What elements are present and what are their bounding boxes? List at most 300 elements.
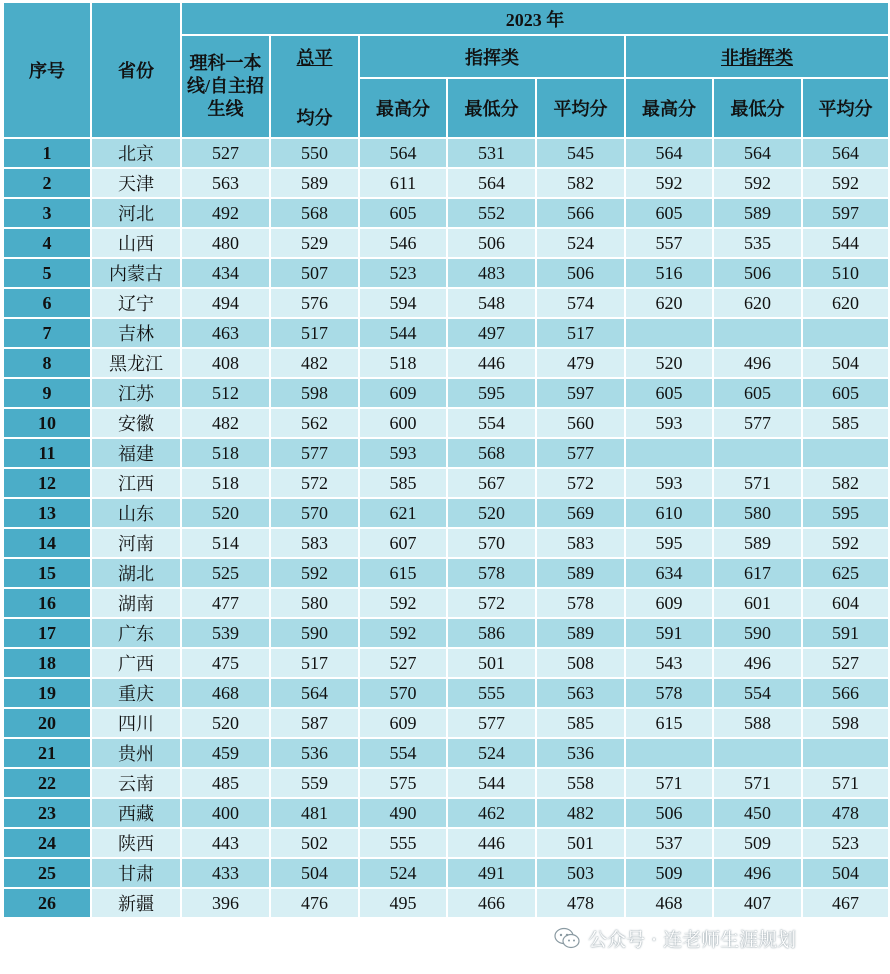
cell-province: 内蒙古: [91, 258, 181, 288]
cell-line: 468: [181, 678, 270, 708]
wechat-icon: [554, 927, 580, 949]
cell-cmd-avg: 479: [536, 348, 625, 378]
cell-cmd-min: 462: [447, 798, 536, 828]
cell-cmd-min: 544: [447, 768, 536, 798]
cell-total-avg: 559: [270, 768, 359, 798]
cell-province: 山东: [91, 498, 181, 528]
cell-index: 3: [3, 198, 91, 228]
cell-non-max: 593: [625, 408, 713, 438]
cell-non-avg: 544: [802, 228, 889, 258]
table-row: [3, 858, 889, 888]
cell-total-avg: 570: [270, 498, 359, 528]
cell-cmd-max: 592: [359, 618, 447, 648]
cell-non-min: 571: [713, 768, 802, 798]
cell-non-avg: 564: [802, 138, 889, 168]
table-row: [3, 648, 889, 678]
cell-province: 重庆: [91, 678, 181, 708]
cell-index: 10: [3, 408, 91, 438]
cell-line: 475: [181, 648, 270, 678]
table-row: [3, 498, 889, 528]
cell-non-max: 564: [625, 138, 713, 168]
cell-non-min: [713, 738, 802, 768]
cell-line: 514: [181, 528, 270, 558]
cell-total-avg: 580: [270, 588, 359, 618]
cell-cmd-avg: 478: [536, 888, 625, 918]
cell-non-max: [625, 738, 713, 768]
cell-index: 18: [3, 648, 91, 678]
header-non-min: 最低分: [713, 78, 802, 138]
cell-total-avg: 592: [270, 558, 359, 588]
cell-province: 河南: [91, 528, 181, 558]
table-row: [3, 828, 889, 858]
cell-line: 518: [181, 438, 270, 468]
cell-cmd-avg: 536: [536, 738, 625, 768]
cell-province: 天津: [91, 168, 181, 198]
cell-cmd-avg: 506: [536, 258, 625, 288]
watermark-text: 公众号 · 连老师生涯规划: [588, 928, 797, 951]
cell-cmd-max: 518: [359, 348, 447, 378]
header-noncommand-label: 非指挥类: [721, 47, 793, 68]
table-row: [3, 798, 889, 828]
cell-cmd-avg: 482: [536, 798, 625, 828]
cell-index: 21: [3, 738, 91, 768]
table-row: [3, 348, 889, 378]
cell-non-min: 620: [713, 288, 802, 318]
cell-cmd-avg: 558: [536, 768, 625, 798]
header-command-group: 指挥类: [359, 35, 625, 78]
cell-cmd-max: 605: [359, 198, 447, 228]
cell-line: 563: [181, 168, 270, 198]
cell-province: 安徽: [91, 408, 181, 438]
cell-non-avg: 504: [802, 348, 889, 378]
cell-cmd-max: 490: [359, 798, 447, 828]
header-line: 理科一本线/自主招生线: [181, 35, 270, 138]
cell-cmd-min: 466: [447, 888, 536, 918]
cell-cmd-avg: 545: [536, 138, 625, 168]
cell-province: 山西: [91, 228, 181, 258]
cell-province: 广西: [91, 648, 181, 678]
cell-cmd-min: 578: [447, 558, 536, 588]
cell-non-max: 592: [625, 168, 713, 198]
cell-cmd-min: 506: [447, 228, 536, 258]
cell-cmd-min: 520: [447, 498, 536, 528]
cell-total-avg: 517: [270, 648, 359, 678]
cell-non-avg: 467: [802, 888, 889, 918]
cell-non-min: 605: [713, 378, 802, 408]
cell-total-avg: 529: [270, 228, 359, 258]
cell-index: 26: [3, 888, 91, 918]
cell-non-min: 450: [713, 798, 802, 828]
cell-non-max: 571: [625, 768, 713, 798]
header-cmd-max: 最高分: [359, 78, 447, 138]
cell-cmd-max: 564: [359, 138, 447, 168]
table-row: [3, 288, 889, 318]
cell-total-avg: 572: [270, 468, 359, 498]
cell-province: 四川: [91, 708, 181, 738]
cell-non-max: 610: [625, 498, 713, 528]
cell-non-max: 509: [625, 858, 713, 888]
cell-cmd-max: 524: [359, 858, 447, 888]
table-row: [3, 438, 889, 468]
cell-non-min: 496: [713, 858, 802, 888]
cell-total-avg: 504: [270, 858, 359, 888]
cell-non-avg: 582: [802, 468, 889, 498]
cell-non-min: 588: [713, 708, 802, 738]
table-row: [3, 888, 889, 918]
cell-total-avg: 536: [270, 738, 359, 768]
cell-line: 525: [181, 558, 270, 588]
cell-non-avg: 585: [802, 408, 889, 438]
cell-non-min: 496: [713, 348, 802, 378]
header-noncommand-group: [625, 35, 889, 78]
score-table: [2, 1, 890, 919]
cell-cmd-min: 446: [447, 828, 536, 858]
cell-total-avg: 507: [270, 258, 359, 288]
cell-non-min: 496: [713, 648, 802, 678]
cell-province: 新疆: [91, 888, 181, 918]
cell-index: 12: [3, 468, 91, 498]
cell-cmd-min: 595: [447, 378, 536, 408]
table-row: [3, 318, 889, 348]
cell-cmd-min: 483: [447, 258, 536, 288]
cell-cmd-avg: 574: [536, 288, 625, 318]
cell-non-max: 615: [625, 708, 713, 738]
cell-cmd-max: 546: [359, 228, 447, 258]
header-index: 序号: [3, 2, 91, 138]
cell-non-max: 557: [625, 228, 713, 258]
cell-cmd-avg: 585: [536, 708, 625, 738]
cell-index: 8: [3, 348, 91, 378]
cell-total-avg: 568: [270, 198, 359, 228]
cell-non-min: [713, 318, 802, 348]
cell-non-max: 506: [625, 798, 713, 828]
watermark: [554, 923, 796, 953]
cell-non-min: 580: [713, 498, 802, 528]
header-year: 2023 年: [181, 2, 889, 35]
table-row: [3, 708, 889, 738]
cell-line: 539: [181, 618, 270, 648]
cell-non-avg: [802, 738, 889, 768]
cell-cmd-min: 446: [447, 348, 536, 378]
cell-cmd-min: 524: [447, 738, 536, 768]
cell-non-max: 591: [625, 618, 713, 648]
cell-total-avg: 598: [270, 378, 359, 408]
cell-index: 19: [3, 678, 91, 708]
cell-cmd-max: 611: [359, 168, 447, 198]
header-cmd-min: 最低分: [447, 78, 536, 138]
cell-non-min: 589: [713, 528, 802, 558]
cell-cmd-avg: 517: [536, 318, 625, 348]
cell-non-avg: 566: [802, 678, 889, 708]
cell-cmd-min: 501: [447, 648, 536, 678]
cell-line: 443: [181, 828, 270, 858]
cell-cmd-min: 554: [447, 408, 536, 438]
table-row: [3, 138, 889, 168]
cell-province: 黑龙江: [91, 348, 181, 378]
cell-index: 4: [3, 228, 91, 258]
header-non-avg: 平均分: [802, 78, 889, 138]
cell-non-avg: 620: [802, 288, 889, 318]
cell-index: 17: [3, 618, 91, 648]
cell-non-max: 543: [625, 648, 713, 678]
cell-non-min: 571: [713, 468, 802, 498]
cell-total-avg: 589: [270, 168, 359, 198]
table-row: [3, 528, 889, 558]
cell-non-max: 620: [625, 288, 713, 318]
table-row: [3, 168, 889, 198]
table-row: [3, 378, 889, 408]
cell-non-max: 605: [625, 198, 713, 228]
cell-cmd-avg: 589: [536, 618, 625, 648]
cell-total-avg: 482: [270, 348, 359, 378]
cell-province: 辽宁: [91, 288, 181, 318]
cell-index: 23: [3, 798, 91, 828]
cell-cmd-max: 585: [359, 468, 447, 498]
cell-line: 408: [181, 348, 270, 378]
cell-total-avg: 564: [270, 678, 359, 708]
cell-province: 湖南: [91, 588, 181, 618]
cell-cmd-min: 531: [447, 138, 536, 168]
cell-cmd-avg: 501: [536, 828, 625, 858]
cell-non-avg: 598: [802, 708, 889, 738]
cell-cmd-min: 552: [447, 198, 536, 228]
header-total-avg-top: 总平: [296, 47, 333, 68]
cell-cmd-max: 544: [359, 318, 447, 348]
cell-non-max: 593: [625, 468, 713, 498]
cell-cmd-max: 592: [359, 588, 447, 618]
cell-total-avg: 577: [270, 438, 359, 468]
cell-cmd-avg: 560: [536, 408, 625, 438]
cell-non-min: 535: [713, 228, 802, 258]
cell-non-min: 506: [713, 258, 802, 288]
cell-non-avg: 478: [802, 798, 889, 828]
header-non-max: 最高分: [625, 78, 713, 138]
cell-non-min: 577: [713, 408, 802, 438]
cell-non-max: 537: [625, 828, 713, 858]
cell-cmd-min: 577: [447, 708, 536, 738]
table-row: [3, 768, 889, 798]
cell-non-min: 509: [713, 828, 802, 858]
cell-line: 434: [181, 258, 270, 288]
cell-cmd-min: 491: [447, 858, 536, 888]
cell-line: 396: [181, 888, 270, 918]
table-row: [3, 558, 889, 588]
header-total-avg: [270, 35, 359, 138]
cell-cmd-avg: 577: [536, 438, 625, 468]
cell-province: 西藏: [91, 798, 181, 828]
cell-total-avg: 502: [270, 828, 359, 858]
cell-index: 14: [3, 528, 91, 558]
cell-non-max: [625, 438, 713, 468]
cell-province: 北京: [91, 138, 181, 168]
cell-line: 482: [181, 408, 270, 438]
cell-non-min: 601: [713, 588, 802, 618]
cell-cmd-avg: 569: [536, 498, 625, 528]
cell-province: 贵州: [91, 738, 181, 768]
cell-cmd-max: 570: [359, 678, 447, 708]
cell-non-max: 520: [625, 348, 713, 378]
cell-province: 湖北: [91, 558, 181, 588]
cell-cmd-max: 593: [359, 438, 447, 468]
cell-non-max: [625, 318, 713, 348]
cell-index: 2: [3, 168, 91, 198]
cell-province: 河北: [91, 198, 181, 228]
cell-cmd-avg: 583: [536, 528, 625, 558]
cell-non-max: 605: [625, 378, 713, 408]
cell-line: 477: [181, 588, 270, 618]
table-row: [3, 738, 889, 768]
cell-index: 13: [3, 498, 91, 528]
cell-cmd-min: 570: [447, 528, 536, 558]
cell-non-min: 554: [713, 678, 802, 708]
cell-line: 512: [181, 378, 270, 408]
cell-total-avg: 576: [270, 288, 359, 318]
cell-index: 15: [3, 558, 91, 588]
cell-cmd-max: 607: [359, 528, 447, 558]
cell-line: 527: [181, 138, 270, 168]
cell-cmd-max: 555: [359, 828, 447, 858]
cell-line: 492: [181, 198, 270, 228]
table-row: [3, 258, 889, 288]
cell-cmd-min: 567: [447, 468, 536, 498]
cell-line: 520: [181, 498, 270, 528]
table-row: [3, 588, 889, 618]
cell-index: 22: [3, 768, 91, 798]
cell-cmd-max: 527: [359, 648, 447, 678]
cell-non-avg: [802, 438, 889, 468]
cell-non-max: 634: [625, 558, 713, 588]
cell-non-avg: [802, 318, 889, 348]
cell-index: 6: [3, 288, 91, 318]
cell-non-min: 590: [713, 618, 802, 648]
cell-non-avg: 625: [802, 558, 889, 588]
cell-line: 518: [181, 468, 270, 498]
cell-cmd-avg: 582: [536, 168, 625, 198]
cell-province: 江西: [91, 468, 181, 498]
cell-non-avg: 571: [802, 768, 889, 798]
cell-non-avg: 591: [802, 618, 889, 648]
cell-cmd-max: 554: [359, 738, 447, 768]
cell-line: 520: [181, 708, 270, 738]
header-cmd-avg: 平均分: [536, 78, 625, 138]
cell-cmd-max: 600: [359, 408, 447, 438]
cell-total-avg: 587: [270, 708, 359, 738]
cell-total-avg: 590: [270, 618, 359, 648]
cell-index: 25: [3, 858, 91, 888]
cell-index: 16: [3, 588, 91, 618]
cell-cmd-avg: 589: [536, 558, 625, 588]
table-row: [3, 678, 889, 708]
cell-non-avg: 604: [802, 588, 889, 618]
cell-cmd-max: 621: [359, 498, 447, 528]
cell-cmd-min: 548: [447, 288, 536, 318]
cell-non-avg: 504: [802, 858, 889, 888]
cell-non-avg: 523: [802, 828, 889, 858]
cell-index: 11: [3, 438, 91, 468]
cell-province: 广东: [91, 618, 181, 648]
cell-non-min: 617: [713, 558, 802, 588]
cell-non-avg: 510: [802, 258, 889, 288]
table-row: [3, 228, 889, 258]
cell-line: 400: [181, 798, 270, 828]
cell-non-min: 592: [713, 168, 802, 198]
cell-cmd-avg: 503: [536, 858, 625, 888]
cell-index: 7: [3, 318, 91, 348]
cell-index: 24: [3, 828, 91, 858]
cell-non-max: 595: [625, 528, 713, 558]
cell-line: 480: [181, 228, 270, 258]
cell-non-max: 516: [625, 258, 713, 288]
cell-cmd-avg: 566: [536, 198, 625, 228]
cell-total-avg: 517: [270, 318, 359, 348]
cell-cmd-min: 555: [447, 678, 536, 708]
cell-non-max: 578: [625, 678, 713, 708]
cell-non-avg: 605: [802, 378, 889, 408]
cell-cmd-min: 586: [447, 618, 536, 648]
cell-cmd-min: 564: [447, 168, 536, 198]
cell-cmd-min: 568: [447, 438, 536, 468]
cell-province: 江苏: [91, 378, 181, 408]
cell-province: 福建: [91, 438, 181, 468]
cell-cmd-avg: 597: [536, 378, 625, 408]
cell-cmd-max: 609: [359, 378, 447, 408]
cell-non-avg: 597: [802, 198, 889, 228]
cell-cmd-min: 572: [447, 588, 536, 618]
cell-province: 云南: [91, 768, 181, 798]
table-row: [3, 408, 889, 438]
cell-line: 494: [181, 288, 270, 318]
cell-index: 9: [3, 378, 91, 408]
cell-total-avg: 481: [270, 798, 359, 828]
cell-non-avg: 592: [802, 168, 889, 198]
header-total-avg-bottom: 均分: [296, 107, 333, 128]
cell-province: 陕西: [91, 828, 181, 858]
cell-non-avg: 527: [802, 648, 889, 678]
cell-non-min: [713, 438, 802, 468]
cell-cmd-max: 575: [359, 768, 447, 798]
cell-line: 485: [181, 768, 270, 798]
cell-non-min: 407: [713, 888, 802, 918]
table-row: [3, 468, 889, 498]
cell-cmd-max: 594: [359, 288, 447, 318]
cell-total-avg: 562: [270, 408, 359, 438]
cell-cmd-avg: 508: [536, 648, 625, 678]
cell-non-min: 589: [713, 198, 802, 228]
cell-cmd-max: 495: [359, 888, 447, 918]
cell-province: 甘肃: [91, 858, 181, 888]
cell-province: 吉林: [91, 318, 181, 348]
cell-line: 433: [181, 858, 270, 888]
cell-index: 20: [3, 708, 91, 738]
cell-total-avg: 476: [270, 888, 359, 918]
cell-non-avg: 592: [802, 528, 889, 558]
cell-cmd-min: 497: [447, 318, 536, 348]
cell-line: 459: [181, 738, 270, 768]
cell-non-max: 609: [625, 588, 713, 618]
cell-cmd-avg: 563: [536, 678, 625, 708]
cell-index: 1: [3, 138, 91, 168]
cell-non-min: 564: [713, 138, 802, 168]
cell-total-avg: 550: [270, 138, 359, 168]
cell-cmd-avg: 578: [536, 588, 625, 618]
cell-non-avg: 595: [802, 498, 889, 528]
cell-cmd-max: 523: [359, 258, 447, 288]
cell-total-avg: 583: [270, 528, 359, 558]
table-body: [3, 138, 889, 918]
header-province: 省份: [91, 2, 181, 138]
cell-cmd-avg: 572: [536, 468, 625, 498]
table-row: [3, 618, 889, 648]
